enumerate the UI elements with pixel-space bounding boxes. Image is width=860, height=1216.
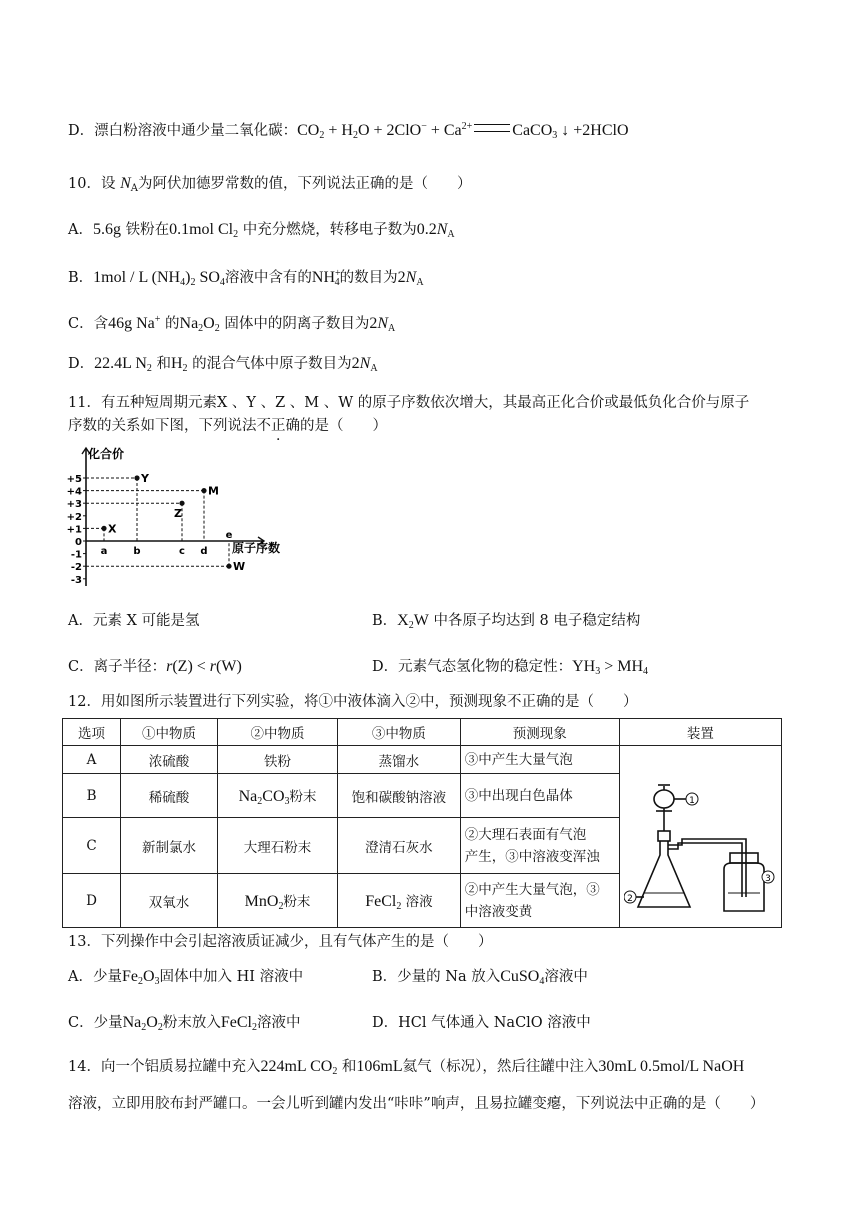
x-tick-label: e [225, 530, 233, 541]
point-W [226, 564, 231, 569]
apparatus-cell [619, 746, 781, 928]
point-label: X [108, 522, 117, 536]
header-apparatus: 装置 [619, 719, 781, 746]
point-label: W [233, 560, 246, 574]
q10-option-d: D．22.4L $N_2$ 和$H_2$ 的混合气体中原子数目为$2N_A$ [68, 355, 378, 374]
point-X [101, 526, 106, 531]
q11-option-b: B．$X_2W$ 中各原子均达到 8 电子稳定结构 [372, 612, 641, 631]
row-a-s2: 铁粉 [218, 746, 338, 774]
row-b-s2: $Na_2CO_3$粉末 [218, 774, 338, 818]
label-2-icon: 2 [627, 893, 634, 904]
point-Z [179, 501, 184, 506]
chart-ylabel: 化合价 [88, 447, 125, 461]
row-a-option: A [63, 746, 121, 774]
q9-option-d: D．漂白粉溶液中通少量二氧化碳：$CO_2 + H_2O + 2ClO^- + Ca^{2+}$ CaCO$_3$ ↓ +2HClO [68, 121, 629, 141]
point-Y [134, 475, 139, 480]
chart-xlabel: 原子序数 [232, 541, 281, 555]
q11-stem-line1: 11．有五种短周期元素X 、Y 、Z 、M 、W 的原子序数依次增大，其最高正化合价或最低负化合价与原子 [68, 395, 750, 411]
q10-option-a: A．5.6g 铁粉在0.1mol $Cl_2$ 中充分燃烧，转移电子数为$0.2N_A$ [68, 221, 455, 240]
q13-option-c: C．少量$Na_2O_2$粉末放入FeCl$_2$溶液中 [68, 1014, 301, 1033]
row-d-phenomenon: ②中产生大量气泡，③ 中溶液变黄 [460, 874, 619, 928]
y-tick-label: -1 [70, 549, 82, 561]
y-tick-label: +1 [66, 524, 82, 536]
row-a-phenomenon: ③中产生大量气泡 [460, 746, 619, 774]
experiment-table [62, 718, 782, 928]
q10-option-b: B．1mol / L $(NH_4)_2$ $SO_4$溶液中含有的$NH^+_4$的数目为$2N_A$ [68, 268, 424, 288]
row-c-s3: 澄清石灰水 [338, 818, 461, 874]
x-tick-label: a [100, 546, 108, 557]
q13-option-d: D．HCl 气体通入 NaClO 溶液中 [372, 1015, 591, 1031]
header-substance-2: ②中物质 [218, 719, 338, 746]
row-c-s2: 大理石粉末 [218, 818, 338, 874]
x-tick-label: d [200, 546, 208, 557]
header-substance-3: ③中物质 [338, 719, 461, 746]
q11-option-d: D．元素气态氢化物的稳定性：$YH_3 > MH_4$ [372, 658, 649, 677]
q11-stem-line2: 序数的关系如下图，下列说法不正确的是（ ） [68, 418, 387, 434]
valence-chart [64, 444, 304, 592]
y-tick-label: +2 [66, 511, 82, 523]
row-d-option: D [63, 874, 121, 928]
q14-stem-line1: 14．向一个铝质易拉罐中充入224mL $CO_2$ 和106mL氦气（标况），然后往罐中注入30mL 0.5mol/L NaOH [68, 1058, 745, 1077]
table-header-row [63, 719, 782, 746]
label-1-icon: 1 [689, 795, 696, 806]
y-tick-label: +4 [66, 486, 82, 498]
point-label: Y [141, 472, 149, 485]
q10-option-c: C．含46g Na+ 的$Na_2O_2$ 固体中的阴离子数目为$2N_A$ [68, 314, 396, 334]
y-tick-label: +3 [66, 499, 82, 511]
point-label: M [208, 484, 219, 498]
row-b-phenomenon: ③中出现白色晶体 [460, 774, 619, 818]
y-tick-label: -3 [70, 574, 82, 586]
q13-option-a: A．少量$Fe_2O_3$固体中加入 HI 溶液中 [68, 968, 304, 987]
q13-option-b: B．少量的 Na 放入CuSO$_4$溶液中 [372, 968, 588, 987]
row-c-phenomenon: ②大理石表面有气泡 产生，③中溶液变浑浊 [460, 818, 619, 874]
row-b-s3: 饱和碳酸钠溶液 [338, 774, 461, 818]
y-tick-label: 0 [75, 537, 82, 548]
apparatus-diagram [624, 747, 776, 923]
q10-stem: 10．设 $N_A$为阿伏加德罗常数的值，下列说法正确的是（ ） [68, 175, 472, 194]
row-c-s1: 新制氯水 [121, 818, 218, 874]
header-option: 选项 [63, 719, 121, 746]
q11-option-a: A．元素 X 可能是氢 [68, 613, 200, 629]
q12-stem: 12．用如图所示装置进行下列实验，将①中液体滴入②中，预测现象不正确的是（ ） [68, 694, 638, 710]
row-d-s2: MnO$_2$粉末 [218, 874, 338, 928]
row-b-option: B [63, 774, 121, 818]
row-b-s1: 稀硫酸 [121, 774, 218, 818]
row-a-s1: 浓硫酸 [121, 746, 218, 774]
y-tick-label: -2 [70, 562, 82, 574]
x-tick-label: c [179, 546, 185, 557]
q13-stem: 13．下列操作中会引起溶液质证减少，且有气体产生的是（ ） [68, 934, 493, 950]
row-d-s1: 双氧水 [121, 874, 218, 928]
q14-stem-line2: 溶液，立即用胶布封严罐口。一会儿听到罐内发出“咔咔”响声，且易拉罐变瘪，下列说法中正确的是（ ） [68, 1096, 765, 1112]
point-M [201, 488, 206, 493]
header-substance-1: ①中物质 [121, 719, 218, 746]
table-row [63, 746, 782, 774]
x-tick-label: b [133, 546, 141, 557]
row-c-option: C [63, 818, 121, 874]
label-3-icon: 3 [765, 873, 772, 884]
y-tick-label: +5 [66, 474, 82, 485]
row-d-s3: FeCl$_2$ 溶液 [338, 874, 461, 928]
row-a-s3: 蒸馏水 [338, 746, 461, 774]
q11-option-c: C．离子半径：r(Z) < r(W) [68, 658, 242, 675]
point-label: Z [174, 507, 182, 521]
header-phenomenon: 预测现象 [460, 719, 619, 746]
